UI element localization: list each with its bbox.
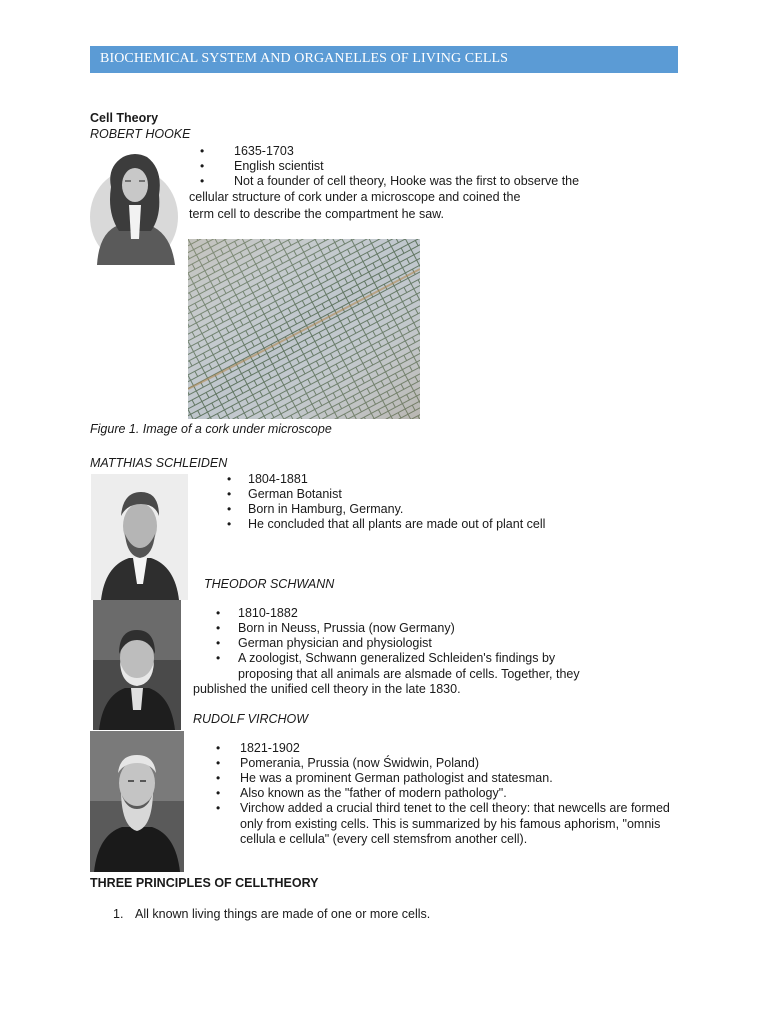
hooke-text-cont-1: cellular structure of cork under a microscope and coined the — [189, 190, 521, 204]
schwann-text-cont-1: proposing that all animals are alsmade of cells. Together, they — [238, 667, 580, 681]
list-item: • 1821-1902 — [216, 741, 300, 755]
principle-text: All known living things are made of one or more cells. — [135, 907, 431, 921]
title-banner — [90, 46, 678, 73]
virchow-name: RUDOLF VIRCHOW — [193, 712, 309, 726]
schwann-bullets — [216, 606, 556, 666]
section-heading: Cell Theory — [90, 111, 159, 125]
virchow-text-cont-2: cellula e cellula" (every cell stemsfrom another cell). — [240, 832, 528, 846]
hooke-bullets — [200, 144, 580, 189]
schwann-text-cont-2: published the unified cell theory in the late 1830. — [193, 682, 461, 696]
list-item: • Also known as the "father of modern pathology". — [216, 786, 507, 800]
virchow-text-cont-1: only from existing cells. This is summarized by his famous aphorism, "omnis — [240, 817, 661, 831]
list-item: • Pomerania, Prussia (now Świdwin, Poland) — [216, 756, 479, 770]
list-item: • German Botanist — [227, 487, 342, 501]
title-banner-text: BIOCHEMICAL SYSTEM AND ORGANELLES OF LIVING CELLS — [100, 51, 509, 66]
list-item: • Born in Neuss, Prussia (now Germany) — [216, 621, 455, 635]
list-item: • English scientist — [200, 159, 324, 173]
list-item: • German physician and physiologist — [216, 636, 432, 650]
list-item: • He concluded that all plants are made out of plant cell — [227, 517, 546, 531]
virchow-bullets — [216, 741, 670, 816]
principle-number: 1. — [113, 907, 124, 921]
cork-microscope-image — [188, 239, 420, 419]
hooke-name: ROBERT HOOKE — [90, 127, 191, 141]
hooke-text-cont-2: term cell to describe the compartment he saw. — [189, 207, 444, 221]
virchow-portrait — [90, 731, 184, 872]
schwann-portrait — [93, 600, 181, 730]
list-item: • Not a founder of cell theory, Hooke was the first to observe the — [200, 174, 580, 188]
schleiden-name: MATTHIAS SCHLEIDEN — [90, 456, 228, 470]
list-item: • Born in Hamburg, Germany. — [227, 502, 404, 516]
schleiden-portrait — [91, 474, 188, 600]
figure-caption: Figure 1. Image of a cork under microscope — [90, 422, 332, 436]
principles-heading: THREE PRINCIPLES OF CELLTHEORY — [90, 876, 319, 890]
list-item: • 1810-1882 — [216, 606, 298, 620]
schleiden-bullets — [227, 472, 546, 532]
list-item: • Virchow added a crucial third tenet to the cell theory: that newcells are formed — [216, 801, 670, 815]
list-item: • A zoologist, Schwann generalized Schleiden's findings by — [216, 651, 556, 665]
hooke-portrait — [89, 147, 180, 265]
schwann-name: THEODOR SCHWANN — [204, 577, 335, 591]
list-item: • He was a prominent German pathologist and statesman. — [216, 771, 553, 785]
list-item: • 1804-1881 — [227, 472, 308, 486]
list-item: • 1635-1703 — [200, 144, 294, 158]
